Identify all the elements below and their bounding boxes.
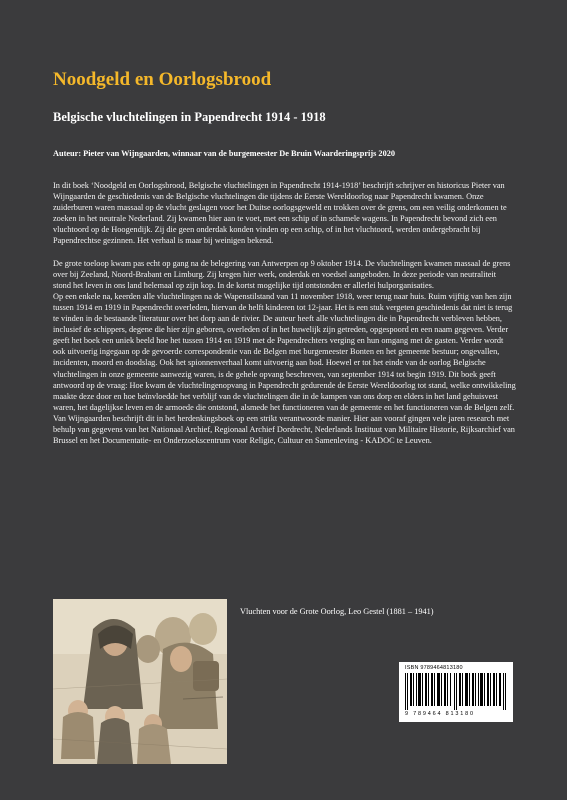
book-subtitle: Belgische vluchtelingen in Papendrecht 1914 - 1918 — [53, 110, 326, 124]
author-line: Auteur: Pieter van Wijngaarden, winnaar van de burgemeester De Bruin Waarderingsprijs 2020 — [53, 149, 396, 158]
refugee-painting-image — [53, 599, 227, 764]
isbn-label: ISBN 9789464813180 — [405, 665, 463, 671]
barcode-digits: 9 789464 813180 — [405, 711, 475, 717]
barcode-bars — [405, 673, 507, 710]
blurb-paragraph-3: Op een enkele na, keerden alle vluchtelingen na de Wapenstilstand van 11 november 1918, weer terug naar huis. Ruim vijftig van hen zijn tussen 1914 en 1919 in Papendrecht overleden, hiervan de helft kinderen tot 12-jaar. Het is een stuk vergeten geschiedenis dat niet is terug te vinden in de bestaande literatuur over het dorp aan de rivier. De auteur heeft alle vluchtelingen die in Papendrecht verbleven hebben, inclusief de schippers, degene die hier zijn geboren, overleden of in het huwelijk zijn getreden, opgespoord en een naam gegeven. Verder geeft het boek een uniek beeld hoe het tussen 1914 en 1919 met de Papendrechters verging en hun omgang met de gasten. Verder wordt ook uitvoerig ingegaan op de gevoerde correspondentie van de Belgen met burgemeester Bonten en het gemeente bestuur; ongevallen, incidenten, moord en doodslag. Ook het spionnenverhaal komt uitvoerig aan bod. Hoewel er tot het einde van de oorlog Belgische vluchtelingen in onze gemeente aanwezig waren, is de gehele opvang beschreven, van september 1914 tot begin 1919. Dit boek geeft antwoord op de vraag: Hoe kwam de vluchtelingenopvang in Papendrecht gedurende de Eerste Wereldoorlog tot stand, welke ontwikkeling maakte deze door en hoe beïnvloedde het verblijf van de vluchtelingen die in de kampen van ons dorp en elders in het land gehuisvest waren, het dagelijkse leven en de armoede die ontstond, alsmede het functioneren van de gemeente en het functioneren van de Belgen zelf. Van Wijngaarden beschrijft dit in het herdenkingsboek op een strikt verantwoorde manier. Hier aan vooraf gingen vele jaren research met behulp van gegevens van het Nationaal Archief, Regionaal Archief Dordrecht, Nederlands Instituut van Militaire Historie, Rijksarchief van Brussel en het Documentatie- en Onderzoekscentrum voor Religie, Cultuur en Samenleving - KADOC te Leuven. — [53, 291, 516, 446]
isbn-barcode — [399, 662, 513, 722]
blurb-paragraph-2: De grote toeloop kwam pas echt op gang na de belegering van Antwerpen op 9 oktober 1914. De vluchtelingen kwamen massaal de grens over bij Zeeland, Noord-Brabant en Limburg. Zij kregen hier werk, onderdak en voedsel aangeboden. In deze periode van neutraliteit stond het leven in ons land helemaal op zijn kop. In de kortst mogelijke tijd ontstonden er allerlei hulporganisaties. — [53, 258, 511, 290]
blurb-paragraph-1: In dit boek ‘Noodgeld en Oorlogsbrood, Belgische vluchtelingen in Papendrecht 1914-1918’ beschrijft schrijver en historicus Pieter van Wijngaarden de geschiedenis van de Belgische vluchtelingen die tijdens de Eerste Wereldoorlog naar Papendrecht kwamen. Onze zuiderburen waren massaal op de vlucht geslagen voor het Duitse oorlogsgeweld en trokken over de grens, om een veilig onderkomen te zoeken in het neutrale Nederland. Zij kwamen hier aan te voet, met een schip of in schamele wagens. In Papendrecht bevond zich een vluchtoord op de Hoogendijk. Zij die geen onderdak konden vinden op een schip, of in het vluchtoord, werden ondergebracht bij Papendrechtse gezinnen. Het verhaal is maar bij weinigen bekend. — [53, 181, 507, 246]
book-title: Noodgeld en Oorlogsbrood — [53, 69, 272, 90]
painting-caption: Vluchten voor de Grote Oorlog, Leo Gestel (1881 – 1941) — [240, 607, 434, 616]
back-cover-blurb — [53, 180, 516, 457]
